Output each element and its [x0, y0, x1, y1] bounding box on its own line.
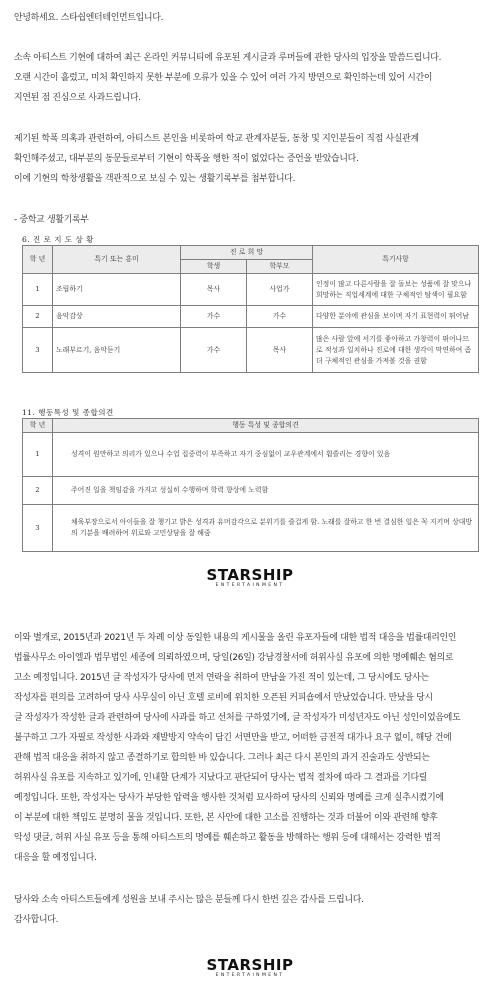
behavior-table: [22, 418, 479, 552]
text-line: 예정입니다. 또한, 작성자는 당사가 부당한 압력을 행사한 것처럼 묘사하여 당사의 신뢰와 명예를 크게 실추시켰기에: [14, 793, 444, 803]
table-row: [23, 433, 479, 477]
starship-logo: [0, 955, 500, 978]
table-header-row: [23, 419, 479, 433]
cell-student-hope: 목사: [181, 274, 247, 306]
text-line: 제기된 학폭 의혹과 관련하여, 아티스트 본인을 비롯하여 학교 관계자분들, 동창 및 지인분들이 직접 사실관계: [14, 134, 419, 144]
text-line: 대응을 할 예정입니다.: [14, 853, 97, 863]
logo-subtitle: ENTERTAINMENT: [215, 583, 285, 588]
table-row: [23, 505, 479, 552]
text-line: - 중학교 생활기록부: [14, 215, 89, 225]
cell-grade: 1: [23, 433, 53, 477]
cell-grade: 3: [23, 505, 53, 552]
cell-grade: 2: [23, 477, 53, 505]
cell-student-hope: 가수: [181, 306, 247, 328]
statement-paragraph-2: [14, 129, 490, 189]
logo-subtitle: ENTERTAINMENT: [215, 973, 285, 978]
table-row: [23, 477, 479, 505]
text-line: 소속 아티스트 기현에 대하여 최근 온라인 커뮤니티에 유포된 게시글과 루머들에 관한 당사의 입장을 말씀드립니다.: [14, 53, 442, 63]
text-line: 관해 법적 대응을 취하지 않고 종결하기로 합의한 바 있습니다. 그러나 최근 다시 본인의 과거 진술과도 상반되는: [14, 753, 430, 763]
cell-remarks: 다양한 분야에 관심을 보이며 자기 표현력이 뛰어남: [313, 306, 479, 328]
text-line: 작성자를 편의를 고려하여 당사 사무실이 아닌 호텔 로비에 위치한 오픈된 커피숍에서 만났었습니다. 만났을 당시: [14, 693, 433, 703]
cell-remarks: 많은 사람 앞에 서기를 좋아하고 가창력이 뛰어나므로 적성과 일치하나 진로에 대한 생각이 막연하여 좀더 구체적인 관심을 가져볼 것을 권함: [313, 328, 479, 373]
cell-parent-hope: 가수: [247, 306, 313, 328]
header-remarks: 특기사항: [313, 246, 479, 274]
text-line: 이 부분에 대한 책임도 분명히 물을 것입니다. 또한, 본 사안에 대한 고소를 진행하는 것과 더불어 이와 관련해 향후: [14, 813, 438, 823]
text-line: 안녕하세요. 스타쉽엔터테인먼트입니다.: [14, 13, 164, 23]
header-grade: 학 년: [23, 419, 53, 433]
text-line: 고소 예정입니다. 2015년 글 작성자가 당사에 먼저 연락을 취하여 만남을 가진 적이 있는데, 그 당시에도 당사는: [14, 673, 429, 683]
text-line: 글 작성자가 작성한 글과 관련하여 당사에 사과를 하고 선처를 구하였기에, 글 작성자가 미성년자도 아닌 성인이었음에도: [14, 713, 461, 723]
cell-opinion: 성격이 원만하고 의리가 있으나 수업 집중력이 부족하고 자기 중심없이 교우관계에서 휩쓸리는 경향이 있음: [53, 433, 479, 477]
cell-grade: 1: [23, 274, 53, 306]
cell-remarks: 인정이 많고 다른사람을 잘 돌보는 성품에 잘 맞으나 희망하는 직업세계에 대한 구체적인 탐색이 필요함: [313, 274, 479, 306]
text-line: 이에 기현의 학창생활을 객관적으로 보실 수 있는 생활기록부를 첨부합니다.: [14, 174, 296, 184]
table-row: [23, 306, 479, 328]
text-line: 확인해주셨고, 대부분의 동문들로부터 기현이 학폭을 행한 적이 없었다는 증언을 받았습니다.: [14, 154, 359, 164]
header-parent: 학부모: [247, 260, 313, 274]
cell-opinion: 체육부장으로서 아이들을 잘 챙기고 밝은 성격과 유머감각으로 분위기를 즐겁게 함. 노래를 잘하고 한 번 결심한 일은 꼭 지키며 상대방의 기분을 배려하여 위로와 고민상담을 잘 해줌: [53, 505, 479, 552]
cell-interest: 조립하기: [53, 274, 181, 306]
cell-grade: 2: [23, 306, 53, 328]
table-row: [23, 328, 479, 373]
cell-opinion: 주어진 일을 책임감을 가지고 성실히 수행하며 학력 향상에 노력함: [53, 477, 479, 505]
behavior-section-title: 11. 행동특성 및 종합의견: [22, 408, 114, 417]
text-line: 지연된 점 진심으로 사과드립니다.: [14, 93, 141, 103]
header-content: 행동 특성 및 종합의견: [53, 419, 479, 433]
closing-paragraph: [14, 890, 490, 930]
logo-wordmark: STARSHIP: [206, 566, 294, 584]
logo-wordmark: STARSHIP: [206, 956, 294, 974]
text-line: 악성 댓글, 허위 사실 유포 등을 통해 아티스트의 명예를 훼손하고 활동을 방해하는 행위 등에 대해서는 강력한 법적: [14, 833, 441, 843]
cell-interest: 노래부르기, 음악듣기: [53, 328, 181, 373]
cell-parent-hope: 목사: [247, 328, 313, 373]
greeting: [14, 8, 490, 28]
header-hope: 진 로 희 망: [181, 246, 313, 260]
table-row: [23, 274, 479, 306]
text-line: 불구하고 그가 자필로 작성한 사과와 재발방지 약속이 담긴 서면만을 받고, 어떠한 금전적 대가나 요구 없이, 해당 건에: [14, 733, 452, 743]
career-section-title: 6. 진 로 지 도 상 황: [22, 235, 94, 244]
cell-student-hope: 가수: [181, 328, 247, 373]
header-interest: 특기 또는 흥미: [53, 246, 181, 274]
record-label: [14, 210, 490, 230]
career-table: [22, 245, 479, 373]
text-line: 감사합니다.: [14, 915, 59, 925]
table-header-row: [23, 246, 479, 260]
cell-parent-hope: 사업가: [247, 274, 313, 306]
header-grade: 학 년: [23, 246, 53, 274]
cell-interest: 음악감상: [53, 306, 181, 328]
statement-paragraph-1: [14, 48, 490, 108]
text-line: 허위사실 유포를 지속하고 있기에, 인내할 단계가 지났다고 판단되어 당사는 법적 절차에 따라 그 결과를 기다릴: [14, 773, 428, 783]
starship-logo: [0, 565, 500, 588]
text-line: 오랜 시간이 흘렀고, 미처 확인하지 못한 부분에 오류가 있을 수 있어 여러 가지 방면으로 확인하는데 있어 시간이: [14, 73, 433, 83]
statement-paragraph-3: [14, 628, 490, 868]
text-line: 법률사무소 아이엘과 법무법인 세종에 의뢰하였으며, 당일(26일) 강남경찰서에 허위사실 유포에 의한 명예훼손 혐의로: [14, 653, 454, 663]
text-line: 당사와 소속 아티스트들에게 성원을 보내 주시는 많은 분들께 다시 한번 깊은 감사를 드립니다.: [14, 895, 364, 905]
header-student: 학생: [181, 260, 247, 274]
text-line: 이와 별개로, 2015년과 2021년 두 차례 이상 동일한 내용의 게시물을 올린 유포자들에 대한 법적 대응을 법률대리인인: [14, 633, 457, 643]
cell-grade: 3: [23, 328, 53, 373]
